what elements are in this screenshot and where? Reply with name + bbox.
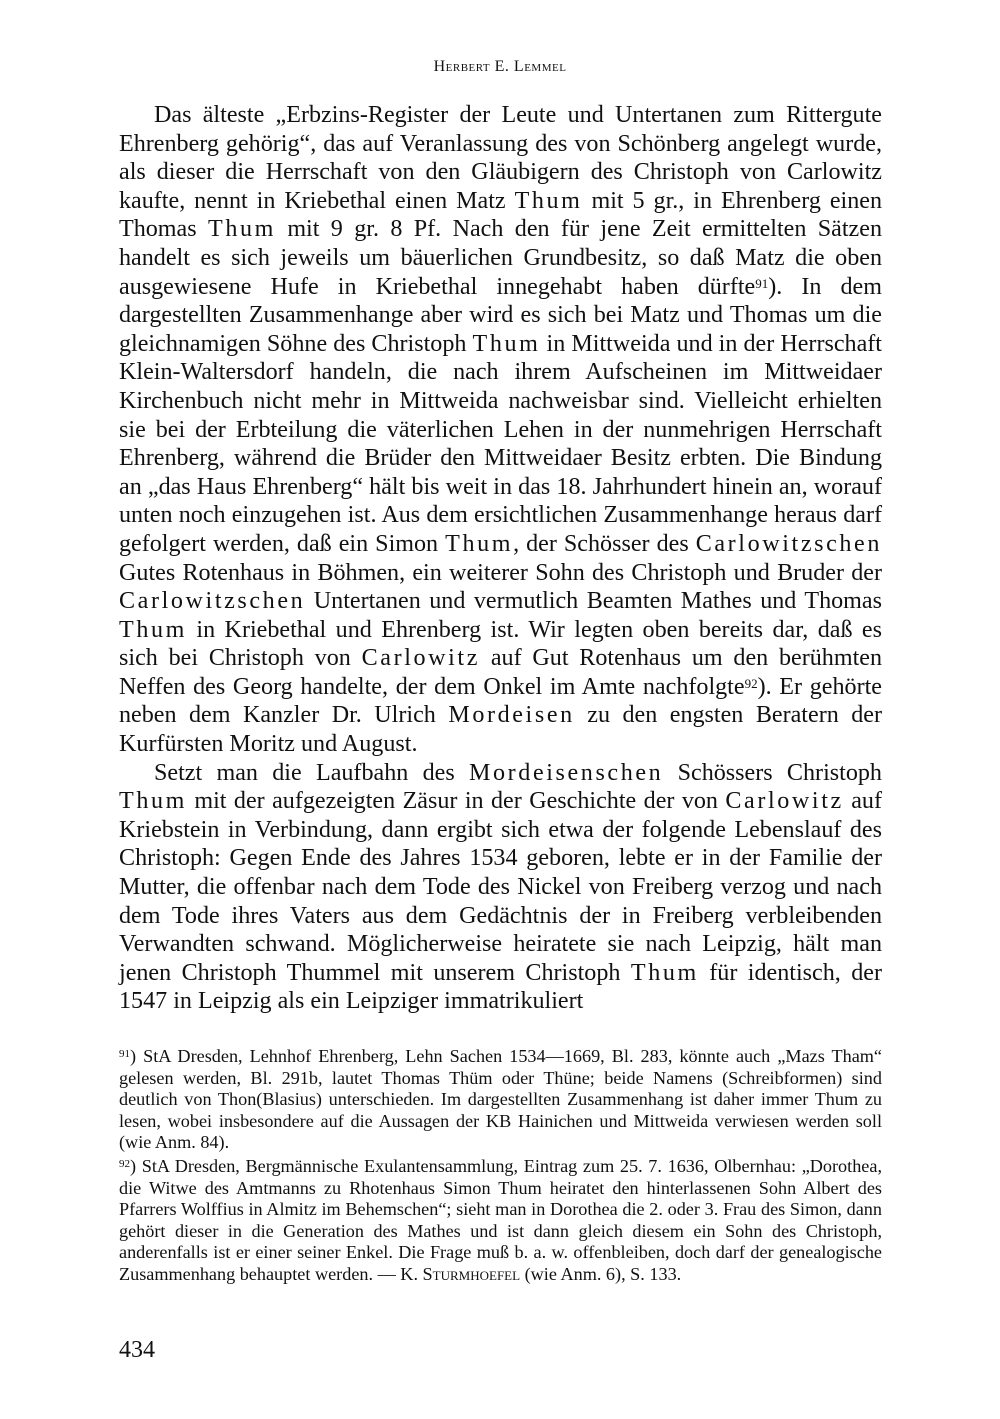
- footnotes: [119, 1046, 882, 1288]
- spaced-name: Thum: [119, 788, 187, 815]
- text-run: ). Er gehörte neben dem Kanzler Dr. Ulrich: [119, 673, 882, 729]
- spaced-name: Carlowitz: [361, 645, 481, 672]
- spaced-name: Thum: [514, 187, 583, 214]
- page-number: 434: [119, 1337, 155, 1363]
- spaced-name: Thum: [445, 530, 514, 557]
- main-text: [119, 101, 882, 1016]
- text-run: Setzt man die Laufbahn des: [154, 759, 469, 786]
- footnote-number: 92: [119, 1157, 130, 1170]
- spaced-name: Mordeisenschen: [469, 759, 664, 786]
- spaced-name: Carlowitzschen: [119, 588, 306, 615]
- text-run: Schössers Christoph: [663, 759, 882, 786]
- spaced-name: Thum: [472, 330, 541, 357]
- footnote-text: (wie Anm. 6), S. 133.: [520, 1263, 682, 1284]
- text-run: zu den engsten Beratern der Kurfürsten Moritz und August.: [119, 702, 883, 758]
- text-run: Gutes Rotenhaus in Böhmen, ein weiterer Sohn des Christoph und Bruder der: [119, 559, 882, 586]
- spaced-name: Mordeisen: [448, 702, 575, 729]
- footnote-92: [119, 1156, 882, 1286]
- footnote-text: ) StA Dresden, Lehnhof Ehrenberg, Lehn Sachen 1534—1669, Bl. 283, könnte auch „Mazs Tham“ gelesen werden, Bl. 291b, lautet Thomas Thüm oder Thüne; beide Namens (Schreibformen) sind deutlich von Thon(Blasius) unterschieden. Im dargestellten Zusammenhang ist daher immer Thum zu lesen, wobei insbesondere auf die Aussagen der KB Hainichen und Mittweida verwiesen werden soll (wie Anm. 84).: [119, 1046, 882, 1153]
- paragraph-1: [119, 101, 882, 759]
- text-run: ). In dem dargestellten Zusammenhange aber wird es sich bei Matz und Thomas um die gleichnamigen Söhne des Christoph: [119, 273, 882, 357]
- footnote-text: ) StA Dresden, Bergmännische Exulantensammlung, Eintrag zum 25. 7. 1636, Olbernhau: „Dorothea, die Witwe des Amtmanns zu Rhotenhaus Simon Thum heiratet den hinterlassenen Sohn Albert des Pfarrers Wolffius in Almitz im Behemschen“; sieht man in Dorothea die 2. oder 3. Frau des Simon, dann gehört dieser in die Generation des Mathes und ist dann gleich diesem ein Sohn des Christoph, anderenfalls ist er einer seiner Enkel. Die Frage muß b. a. w. offenbleiben, doch darf der genealogische Zusammenhang behauptet werden. — K.: [119, 1155, 882, 1284]
- text-run: in Mittweida und in der Herrschaft Klein-Waltersdorf handeln, die nach ihrem Aufscheinen im Mittweidaer Kirchenbuch nicht mehr in Mittweida nachweisbar sind. Vielleicht erhielten sie bei der Erbteilung die väterlichen Lehen in der nunmehrigen Herrschaft Ehrenberg, während die Brüder den Mittweidaer Besitz erbten. Die Bindung an „das Haus Ehrenberg“ hält bis weit in das 18. Jahrhundert hinein an, worauf unten noch einzugehen ist. Aus dem ersichtlichen Zusammenhange heraus darf gefolgert werden, daß ein Simon: [119, 330, 883, 557]
- text-run: auf Gut Rotenhaus um den berühmten Neffen des Georg handelte, der dem Onkel im Amte nachfolgte: [119, 645, 883, 700]
- text-run: , der Schösser des: [513, 530, 696, 557]
- footnote-ref-92[interactable]: 92: [744, 675, 758, 691]
- text-run: in Kriebethal und Ehrenberg ist. Wir legten oben bereits dar, daß es sich bei Christoph von: [119, 616, 882, 672]
- spaced-name: Thum: [208, 216, 276, 243]
- running-head: Herbert E. Lemmel: [433, 58, 567, 75]
- footnote-number: 91: [119, 1048, 130, 1060]
- footnote-author: Sturmhoefel: [422, 1263, 521, 1284]
- text-run: mit 5 gr., in Ehrenberg einen Thomas: [119, 187, 882, 243]
- text-run: für identisch, der 1547 in Leipzig als ein Leipziger immatrikuliert: [119, 959, 882, 1015]
- text-run: Untertanen und vermutlich Beamten Mathes und Thomas: [305, 588, 882, 615]
- spaced-name: Carlowitzschen: [695, 530, 882, 557]
- text-run: Das älteste „Erbzins-Register der Leute und Untertanen zum Rittergute Ehrenberg gehörig“, das auf Veranlassung des von Schönberg angelegt wurde, als dieser die Herrschaft von den Gläubigern des Christoph von Carlowitz kaufte, nennt in Kriebethal einen Matz: [119, 102, 882, 214]
- footnote-91: [119, 1046, 882, 1154]
- paragraph-2: [119, 759, 882, 1016]
- footnote-ref-91[interactable]: 91: [755, 275, 769, 291]
- spaced-name: Thum: [119, 616, 187, 643]
- text-run: auf Kriebstein in Verbindung, dann ergibt sich etwa der folgende Lebenslauf des Christoph: Gegen Ende des Jahres 1534 geboren, lebte er in der Familie der Mutter, die offenbar nach dem Tode des Nickel von Freiberg verzog und nach dem Tode ihres Vaters aus dem Gedächtnis der in Freiberg verbleibenden Verwandten schwand. Möglicherweise heiratete sie nach Leipzig, hält man jenen Christoph Thummel mit unserem Christoph: [119, 788, 882, 986]
- text-run: mit der aufgezeigten Zäsur in der Geschichte der von: [186, 788, 726, 815]
- text-run: mit 9 gr. 8 Pf. Nach den für jene Zeit ermittelten Sätzen handelt es sich jeweils um bäuerlichen Grundbesitz, so daß Matz die oben ausgewiesene Hufe in Kriebethal innegehabt haben dürfte: [119, 216, 882, 300]
- spaced-name: Carlowitz: [725, 788, 844, 815]
- spaced-name: Thum: [630, 959, 699, 986]
